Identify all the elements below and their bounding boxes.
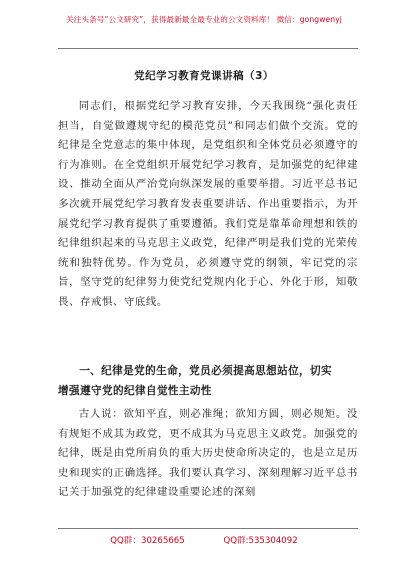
footer-divider (58, 528, 358, 529)
page-header (0, 0, 408, 50)
section-heading (58, 361, 358, 401)
header-notice: 关注头条号“公文研究”，获得最新最全最专业的公文资料库！ 微信：gongwenyj (66, 14, 342, 24)
document-title: 党纪学习教育党课讲稿（3） (134, 70, 274, 82)
page-footer (0, 534, 408, 546)
intro-paragraph: 同志们，根据党纪学习教育安排，今天我围绕“强化责任担当，自觉做遵规守纪的模范党员”和同志们做个交流。党的纪律是全党意志的集中体现，是党组织和全体党员必须遵守的行为准则。在全党组织开展党纪学习教育，是加强党的纪律建设、推动全面从严治党向纵深发展的重要举措。习近平总书记多次就开展党纪学习教育发表重要讲话、作出重要指示，为开展党纪学习教育提供了重要遵循。我们党是靠革命理想和铁的纪律组织起来的马克思主义政党，纪律严明是我们党的光荣传统和独特优势。作为党员，必须遵守党的纲领，牢记党的宗旨，坚守党的纪律努力使党纪党规内化于心、外化于形，知敬畏、存戒惧、守底线。 (58, 100, 358, 308)
footer-qq-group-2: QQ群:535304092 (223, 536, 298, 546)
intro-section (58, 97, 358, 313)
header-divider (58, 48, 358, 49)
section-heading-line-2: 增强遵守党的纪律自觉性主动性 (58, 385, 212, 397)
section-heading-line-1: 一、纪律是党的生命，党员必须提高思想站位，切实 (79, 365, 333, 377)
footer-qq-group-1: QQ群：30265665 (110, 536, 185, 546)
section-body (58, 405, 358, 503)
section-paragraph: 古人说：欲知平直，则必准绳；欲知方圆，则必规矩。没有规矩不成其为政党，更不成其为马克思主义政党。加强党的纪律，既是由党所肩负的重大历史使命所决定的，也是立足历史和现实的正确选择。我们要认真学习、深刻理解习近平总书记关于加强党的纪律建设重要论述的深刻 (58, 408, 358, 499)
